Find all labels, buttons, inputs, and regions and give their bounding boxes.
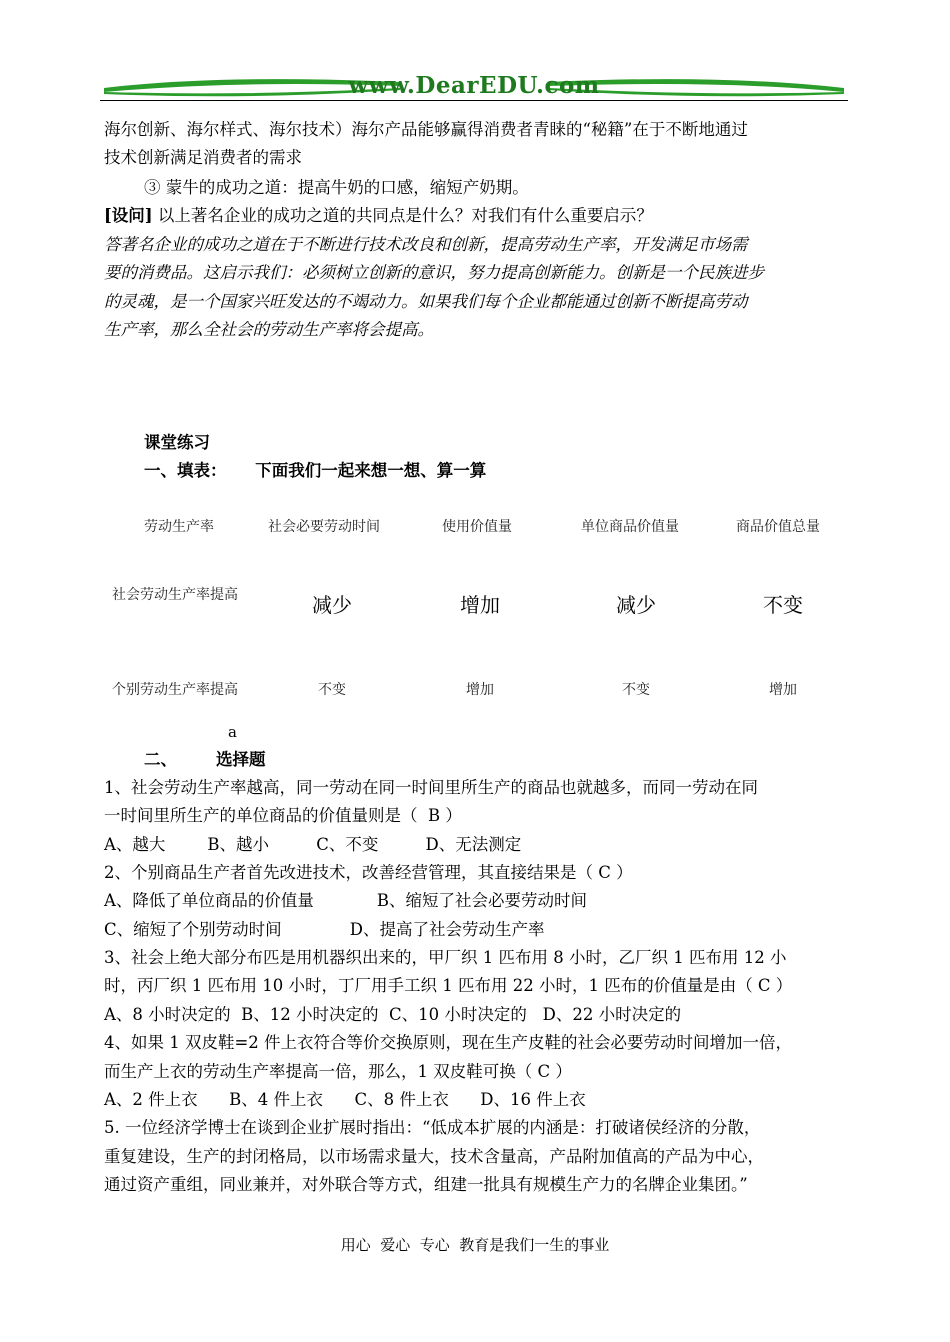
answer-line-2: 要的消费品。这启示我们：必须树立创新的意识，努力提高创新能力。创新是一个民族进步 bbox=[104, 263, 764, 282]
table-header-social-time: 社会必要劳动时间 bbox=[268, 519, 380, 535]
q5-line-3: 通过资产重组，同业兼并，对外联合等方式，组建一批具有规模生产力的名牌企业集团。” bbox=[104, 1175, 748, 1194]
q2-line-1: 2、个别商品生产者首先改进技术，改善经营管理，其直接结果是（ C ） bbox=[104, 863, 633, 882]
site-header bbox=[100, 70, 848, 104]
table-row-1-cell-3: 减少 bbox=[616, 593, 656, 617]
answer-line-3: 的灵魂，是一个国家兴旺发达的不竭动力。如果我们每个企业都能通过创新不断提高劳动 bbox=[104, 292, 748, 311]
page-footer: 用心 爱心 专心 教育是我们一生的事业 bbox=[340, 1236, 610, 1254]
q4-options: A、2 件上衣 B、4 件上衣 C、8 件上衣 D、16 件上衣 bbox=[104, 1090, 586, 1109]
header-divider bbox=[100, 100, 848, 101]
table-row-2-cell-4: 增加 bbox=[769, 682, 797, 698]
table-row-2-label: 个别劳动生产率提高 bbox=[112, 682, 238, 698]
site-logo-text: www.DearEDU.com bbox=[348, 72, 600, 99]
q3-line-2: 时，丙厂织 1 匹布用 10 小时，丁厂用手工织 1 匹布用 22 小时，1 匹布的价值量是由（ C ） bbox=[104, 976, 793, 995]
intro-line-2: 技术创新满足消费者的需求 bbox=[104, 148, 302, 167]
q4-line-1: 4、如果 1 双皮鞋=2 件上衣符合等价交换原则，现在生产皮鞋的社会必要劳动时间增加一倍， bbox=[104, 1033, 793, 1052]
question-tag: [设问] bbox=[104, 206, 153, 225]
table-header-total-value: 商品价值总量 bbox=[736, 519, 820, 535]
answer-line-1: 答著名企业的成功之道在于不断进行技术改良和创新，提高劳动生产率，开发满足市场需 bbox=[104, 235, 748, 254]
table-row-1-cell-2: 增加 bbox=[460, 593, 500, 617]
q1-options: A、越大 B、越小 C、不变 D、无法测定 bbox=[104, 835, 522, 854]
q5-line-1: 5. 一位经济学博士在谈到企业扩展时指出：“低成本扩展的内涵是：打破诸侯经济的分散， bbox=[104, 1118, 761, 1137]
table-header-use-value: 使用价值量 bbox=[442, 519, 512, 535]
q3-options: A、8 小时决定的 B、12 小时决定的 C、10 小时决定的 D、22 小时决定的 bbox=[104, 1005, 682, 1024]
q2-options-2: C、缩短了个别劳动时间 D、提高了社会劳动生产率 bbox=[104, 920, 545, 939]
table-row-2-cell-1: 不变 bbox=[318, 682, 346, 698]
section-2-number: 二、 bbox=[144, 750, 177, 769]
intro-line-1: 海尔创新、海尔样式、海尔技术）海尔产品能够赢得消费者青睐的“秘籍”在于不断地通过 bbox=[104, 120, 748, 139]
answer-line-4: 生产率，那么全社会的劳动生产率将会提高。 bbox=[104, 320, 434, 339]
table-row-2-cell-2: 增加 bbox=[466, 682, 494, 698]
table-row-1-cell-4: 不变 bbox=[763, 593, 803, 617]
section-2-heading: 选择题 bbox=[216, 750, 266, 769]
q5-line-2: 重复建设，生产的封闭格局，以市场需求量大，技术含量高，产品附加值高的产品为中心， bbox=[104, 1147, 764, 1166]
question-text: 以上著名企业的成功之道的共同点是什么？对我们有什么重要启示？ bbox=[152, 206, 653, 225]
table-header-unit-value: 单位商品价值量 bbox=[581, 519, 679, 535]
table-row-2-cell-3: 不变 bbox=[622, 682, 650, 698]
q2-options-1: A、降低了单位商品的价值量 B、缩短了社会必要劳动时间 bbox=[104, 891, 587, 910]
question-prompt bbox=[104, 206, 653, 226]
stray-mark: a bbox=[228, 723, 237, 741]
section-1-heading: 一、填表： 下面我们一起来想一想、算一算 bbox=[144, 461, 487, 480]
table-row-1-cell-1: 减少 bbox=[312, 593, 352, 617]
intro-line-3: ③ 蒙牛的成功之道：提高牛奶的口感，缩短产奶期。 bbox=[144, 178, 529, 197]
q3-line-1: 3、社会上绝大部分布匹是用机器织出来的，甲厂织 1 匹布用 8 小时，乙厂织 1 匹布用 12 小 bbox=[104, 948, 787, 967]
table-header-productivity: 劳动生产率 bbox=[144, 519, 214, 535]
practice-title: 课堂练习 bbox=[144, 433, 210, 452]
q4-line-2: 而生产上衣的劳动生产率提高一倍，那么，1 双皮鞋可换（ C ） bbox=[104, 1062, 572, 1081]
q1-line-2: 一时间里所生产的单位商品的价值量则是（ B ） bbox=[104, 806, 462, 825]
q1-line-1: 1、社会劳动生产率越高，同一劳动在同一时间里所生产的商品也就越多，而同一劳动在同 bbox=[104, 778, 758, 797]
table-row-1-label: 社会劳动生产率提高 bbox=[112, 587, 238, 603]
